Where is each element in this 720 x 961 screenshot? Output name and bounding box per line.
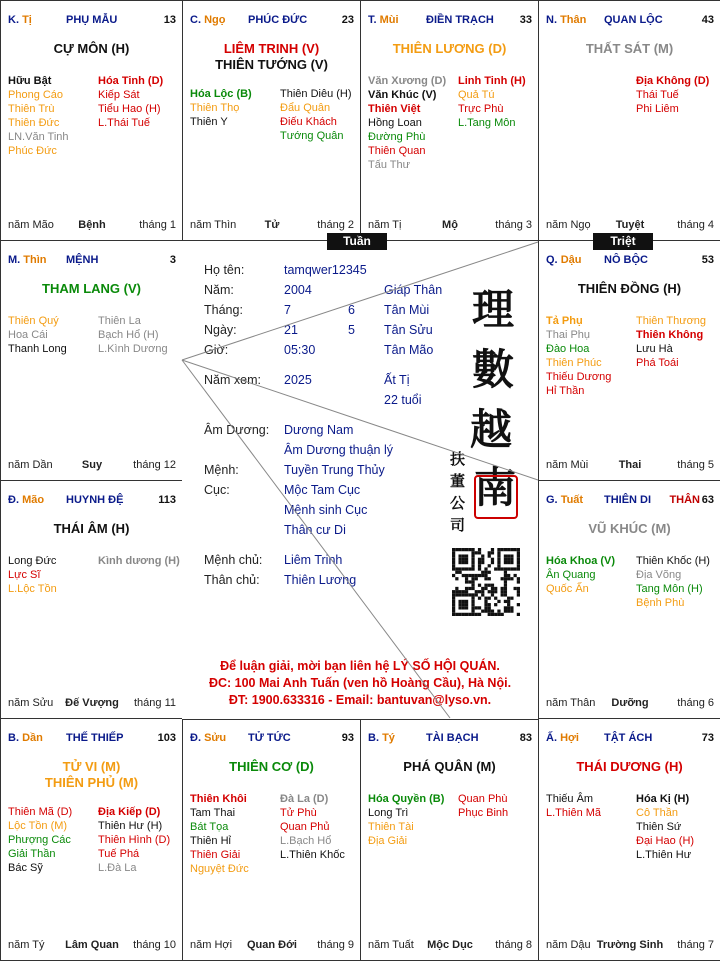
year-label: năm Tý bbox=[8, 939, 45, 951]
palace-name: HUYNH ĐỆ bbox=[66, 494, 124, 506]
main-star: THIÊN ĐỒNG (H) bbox=[577, 281, 682, 296]
minor-star: Đẩu Quân bbox=[280, 102, 331, 114]
minor-star: Thiên Khốc (H) bbox=[636, 555, 710, 567]
minor-star: Hóa Lộc (B) bbox=[190, 88, 252, 100]
minor-star: Linh Tinh (H) bbox=[458, 75, 526, 87]
year-label: năm Ngọ bbox=[546, 219, 591, 231]
minor-star: Thiên Không bbox=[636, 329, 704, 341]
palace-branch: T. Mùi bbox=[368, 14, 399, 26]
minor-star: Phục Binh bbox=[458, 807, 509, 819]
thanchu-label: Thân chủ: bbox=[204, 573, 260, 587]
life-stage: Bệnh bbox=[78, 219, 106, 231]
minor-star: Thiên Quý bbox=[8, 315, 59, 327]
minor-star: Phong Cáo bbox=[8, 89, 64, 101]
palace-branch: B. Tý bbox=[368, 732, 395, 744]
minor-star: Thiên Diêu (H) bbox=[280, 88, 352, 100]
palace-name: THIÊN DI bbox=[604, 494, 652, 506]
minor-star: Hỉ Thần bbox=[546, 385, 585, 397]
minor-star: Lưu Hà bbox=[636, 343, 673, 355]
palace-name: QUAN LỘC bbox=[604, 14, 663, 26]
palace-name: NÔ BỘC bbox=[604, 254, 648, 266]
contact-line-3: ĐT: 1900.633316 - Email: bantuvan@lyso.vn. bbox=[228, 693, 492, 707]
minor-star: Bệnh Phù bbox=[636, 597, 685, 609]
minor-star: Thiên Đức bbox=[8, 117, 60, 129]
calligraphy-char-3: 越 bbox=[470, 405, 513, 454]
minor-star: Tiểu Hao (H) bbox=[98, 103, 161, 115]
life-stage: Lâm Quan bbox=[65, 939, 119, 951]
month-lunar: 6 bbox=[348, 303, 355, 317]
menhchu-value: Liêm Trinh bbox=[284, 553, 343, 567]
hour-can: Tân Mão bbox=[384, 343, 434, 357]
palace-age-number: 63 bbox=[701, 494, 714, 506]
minor-star: Phá Toái bbox=[636, 357, 679, 369]
view-year-label: Năm xem: bbox=[204, 373, 261, 387]
month-label: tháng 3 bbox=[495, 219, 532, 231]
minor-star: Long Trì bbox=[368, 807, 409, 819]
view-year-can: Ất Tị bbox=[384, 373, 410, 387]
minor-star: Phi Liêm bbox=[636, 103, 679, 115]
month-label: tháng 4 bbox=[677, 219, 714, 231]
month-label: tháng 10 bbox=[133, 939, 176, 951]
day-lunar: 5 bbox=[348, 323, 355, 337]
life-stage: Tuyệt bbox=[615, 219, 645, 231]
palace-age-number: 113 bbox=[158, 494, 176, 506]
minor-star: Điếu Khách bbox=[280, 116, 337, 128]
minor-star: Đà La (D) bbox=[280, 793, 329, 805]
minor-star: L.Thiên Hư bbox=[636, 849, 692, 861]
calligraphy-char-4: 南 bbox=[474, 463, 517, 512]
minor-star: Quan Phủ bbox=[280, 821, 330, 833]
minor-star: Hóa Kị (H) bbox=[636, 793, 690, 805]
minor-star: Thiên Quan bbox=[368, 145, 426, 157]
palace-branch: C. Ngọ bbox=[190, 14, 226, 26]
thanchu-value: Thiên Lương bbox=[284, 573, 357, 587]
minor-star: Thái Tuế bbox=[636, 89, 679, 101]
main-star: THIÊN CƠ (D) bbox=[229, 759, 314, 774]
life-stage: Mộ bbox=[442, 219, 458, 231]
minor-star: Thiếu Âm bbox=[546, 793, 594, 805]
life-stage: Thai bbox=[618, 459, 642, 471]
main-star: THIÊN PHỦ (M) bbox=[44, 775, 139, 790]
minor-star: Bạch Hổ (H) bbox=[98, 329, 159, 341]
minor-star: Tấu Thư bbox=[368, 159, 411, 171]
minor-star: Đại Hao (H) bbox=[636, 835, 695, 847]
month-label: tháng 1 bbox=[139, 219, 176, 231]
calligraphy-char-1: 理 bbox=[472, 285, 515, 334]
minor-star: Đào Hoa bbox=[546, 343, 590, 355]
amduong-value: Dương Nam bbox=[284, 423, 354, 437]
minor-star: Thiên Trù bbox=[8, 103, 55, 115]
minor-star: Thiên Việt bbox=[368, 103, 421, 115]
palace-age-number: 93 bbox=[341, 732, 354, 744]
menh-value: Tuyền Trung Thủy bbox=[284, 463, 385, 477]
minor-star: Quả Tú bbox=[458, 89, 495, 101]
minor-star: Bác Sỹ bbox=[8, 862, 43, 874]
minor-star: Tam Thai bbox=[190, 807, 236, 819]
palace-age-number: 43 bbox=[701, 14, 714, 26]
month-label: tháng 2 bbox=[317, 219, 354, 231]
minor-star: Thiên Hình (D) bbox=[98, 834, 171, 846]
minor-star: Giải Thần bbox=[8, 848, 56, 860]
minor-star: Thiên Mã (D) bbox=[8, 806, 73, 818]
day-label: Ngày: bbox=[204, 323, 237, 337]
palace-age-number: 103 bbox=[157, 732, 176, 744]
minor-star: Hóa Tinh (D) bbox=[98, 75, 164, 87]
main-star: PHÁ QUÂN (M) bbox=[403, 759, 496, 774]
year-label: năm Thân bbox=[546, 697, 596, 709]
palace-age-number: 83 bbox=[519, 732, 532, 744]
calligraphy-side-1: 扶 bbox=[450, 450, 466, 468]
minor-star: Kình dương (H) bbox=[98, 555, 180, 567]
life-stage: Suy bbox=[81, 459, 103, 471]
minor-star: Long Đức bbox=[8, 555, 57, 567]
minor-star: Cô Thần bbox=[636, 807, 678, 819]
minor-star: Thiên Hư (H) bbox=[98, 820, 163, 832]
name-label: Họ tên: bbox=[204, 263, 245, 277]
year-label: Năm: bbox=[204, 283, 234, 297]
minor-star: Kiếp Sát bbox=[98, 89, 140, 101]
minor-star: Thiên Phúc bbox=[546, 357, 602, 369]
minor-star: L.Thái Tuế bbox=[98, 117, 150, 129]
cuc-label: Cục: bbox=[204, 483, 230, 497]
line-to-tai-bach bbox=[182, 360, 450, 718]
minor-star: Thiên La bbox=[98, 315, 141, 327]
calligraphy-side-3: 公 bbox=[450, 494, 466, 512]
palace-age-number: 53 bbox=[701, 254, 714, 266]
main-star: VŨ KHÚC (M) bbox=[588, 521, 671, 536]
minor-star: Tử Phù bbox=[280, 807, 317, 819]
minor-star: Thiên Thọ bbox=[190, 102, 240, 114]
minor-star: Thiên Sứ bbox=[636, 821, 682, 833]
palace-branch: K. Tị bbox=[8, 14, 32, 26]
minor-star: Thiếu Dương bbox=[546, 371, 612, 383]
palace-name: TÀI BẠCH bbox=[426, 732, 479, 744]
calligraphy-char-2: 數 bbox=[472, 345, 515, 394]
minor-star: Thiên Hỉ bbox=[190, 835, 231, 847]
minor-star: Lộc Tồn (M) bbox=[8, 820, 68, 832]
main-star: THẤT SÁT (M) bbox=[585, 41, 674, 56]
life-stage: Mộc Dục bbox=[427, 939, 473, 951]
palace-age-number: 33 bbox=[519, 14, 532, 26]
cuc-note-1: Mệnh sinh Cục bbox=[284, 503, 368, 517]
minor-star: Thiên Thương bbox=[636, 315, 707, 327]
minor-star: Hóa Quyền (B) bbox=[368, 793, 445, 805]
view-year-value: 2025 bbox=[284, 373, 312, 387]
palace-name: TẬT ÁCH bbox=[604, 732, 653, 744]
month-label: tháng 5 bbox=[677, 459, 714, 471]
life-stage: Dưỡng bbox=[611, 697, 649, 709]
palace-name: ĐIỀN TRẠCH bbox=[426, 14, 494, 26]
day-can: Tân Sửu bbox=[384, 323, 433, 337]
life-stage: Đế Vượng bbox=[65, 697, 119, 709]
minor-star: Quan Phù bbox=[458, 793, 508, 805]
minor-star: Phúc Đức bbox=[8, 145, 57, 157]
day-value: 21 bbox=[284, 323, 298, 337]
palace-name: PHỤ MẪU bbox=[66, 14, 118, 26]
than-marker: THÂN bbox=[669, 494, 700, 506]
menhchu-label: Mệnh chủ: bbox=[204, 553, 263, 567]
line-to-noboc bbox=[182, 360, 538, 480]
palace-name: MỆNH bbox=[66, 254, 99, 266]
minor-star: Địa Không (D) bbox=[636, 75, 710, 87]
minor-star: L.Thiên Mã bbox=[546, 807, 602, 819]
minor-star: L.Đà La bbox=[98, 862, 137, 874]
minor-star: Hóa Khoa (V) bbox=[546, 555, 616, 567]
main-star: LIÊM TRINH (V) bbox=[223, 41, 320, 56]
life-stage: Tử bbox=[264, 219, 280, 231]
minor-star: LN.Văn Tinh bbox=[8, 131, 69, 143]
year-can: Giáp Thân bbox=[384, 283, 443, 297]
minor-star: Tả Phụ bbox=[546, 315, 583, 327]
palace-age-number: 23 bbox=[341, 14, 354, 26]
minor-star: Hữu Bật bbox=[8, 75, 52, 87]
year-label: năm Dậu bbox=[546, 939, 591, 951]
palace-age-number: 3 bbox=[169, 254, 176, 266]
contact-line-2: ĐC: 100 Mai Anh Tuấn (ven hồ Hoàng Cầu), Hà Nội. bbox=[208, 676, 512, 690]
year-label: năm Dần bbox=[8, 459, 53, 471]
year-value: 2004 bbox=[284, 283, 312, 297]
line-to-thien-di bbox=[182, 242, 538, 360]
main-star: THAM LANG (V) bbox=[42, 281, 141, 296]
life-stage: Quan Đới bbox=[247, 939, 297, 951]
main-star: THIÊN TƯỚNG (V) bbox=[215, 57, 328, 72]
year-label: năm Thìn bbox=[190, 219, 237, 231]
tuan-marker: Tuần bbox=[327, 233, 387, 250]
year-label: năm Tuất bbox=[368, 939, 414, 951]
minor-star: L.Kình Dương bbox=[98, 343, 168, 355]
month-label: tháng 7 bbox=[677, 939, 714, 951]
minor-star: Trực Phù bbox=[458, 103, 504, 115]
life-stage: Trường Sinh bbox=[596, 939, 664, 951]
contact-line-1: Để luận giải, mời bạn liên hệ LÝ SỐ HỘI QUÁN. bbox=[220, 659, 500, 673]
palace-branch: M. Thìn bbox=[8, 254, 47, 266]
minor-star: Thiên Tài bbox=[368, 821, 414, 833]
minor-star: Thiên Khôi bbox=[190, 793, 247, 805]
year-label: năm Sửu bbox=[8, 697, 54, 709]
minor-star: Văn Khúc (V) bbox=[368, 89, 437, 101]
palace-branch: G. Tuất bbox=[546, 494, 584, 506]
month-label: tháng 8 bbox=[495, 939, 532, 951]
minor-star: Bát Tọa bbox=[190, 821, 229, 833]
palace-branch: Q. Dậu bbox=[546, 254, 582, 266]
menh-label: Mệnh: bbox=[204, 463, 239, 477]
amduong-note: Âm Dương thuận lý bbox=[284, 443, 393, 457]
triet-marker: Triệt bbox=[593, 233, 653, 250]
minor-star: L.Tang Môn bbox=[458, 117, 516, 129]
age-value: 22 tuổi bbox=[384, 393, 422, 407]
palace-branch: Đ. Sửu bbox=[190, 732, 227, 744]
minor-star: Thiên Giải bbox=[190, 849, 241, 861]
cuc-value: Mộc Tam Cục bbox=[284, 483, 361, 497]
minor-star: Tuế Phá bbox=[98, 848, 140, 860]
month-label: Tháng: bbox=[204, 303, 243, 317]
main-star: THIÊN LƯƠNG (D) bbox=[392, 41, 507, 56]
calligraphy-side-4: 司 bbox=[450, 516, 466, 534]
minor-star: Văn Xương (D) bbox=[368, 75, 447, 87]
minor-star: Thai Phụ bbox=[546, 329, 591, 341]
year-label: năm Mùi bbox=[546, 459, 589, 471]
main-star: TỬ VI (M) bbox=[62, 759, 121, 774]
month-label: tháng 9 bbox=[317, 939, 354, 951]
minor-star: L.Bạch Hổ bbox=[280, 835, 332, 847]
month-can: Tân Mùi bbox=[384, 303, 430, 317]
amduong-label: Âm Dương: bbox=[204, 423, 270, 437]
month-value: 7 bbox=[284, 303, 291, 317]
palace-branch: B. Dần bbox=[8, 732, 43, 744]
minor-star: L.Lộc Tồn bbox=[8, 583, 57, 595]
month-label: tháng 6 bbox=[677, 697, 714, 709]
month-label: tháng 11 bbox=[133, 697, 176, 709]
minor-star: Ân Quang bbox=[546, 569, 596, 581]
cuc-note-2: Thân cư Di bbox=[284, 523, 346, 537]
minor-star: Hồng Loan bbox=[368, 117, 422, 129]
minor-star: Địa Võng bbox=[636, 569, 682, 581]
calligraphy-side-2: 董 bbox=[450, 472, 466, 490]
year-label: năm Mão bbox=[8, 219, 54, 231]
month-label: tháng 12 bbox=[133, 459, 176, 471]
minor-star: Đường Phù bbox=[368, 131, 426, 143]
year-label: năm Tị bbox=[368, 219, 402, 231]
minor-star: Thanh Long bbox=[8, 343, 67, 355]
minor-star: Tang Môn (H) bbox=[636, 583, 703, 595]
palace-age-number: 13 bbox=[163, 14, 176, 26]
minor-star: Quốc Ấn bbox=[546, 583, 589, 595]
year-label: năm Hợi bbox=[190, 939, 233, 951]
hour-value: 05:30 bbox=[284, 343, 316, 357]
minor-star: Thiên Y bbox=[190, 116, 228, 128]
minor-star: Địa Kiếp (D) bbox=[98, 806, 161, 818]
main-star: CỰ MÔN (H) bbox=[53, 41, 130, 56]
name-value: tamqwer12345 bbox=[284, 263, 367, 277]
minor-star: Nguyệt Đức bbox=[190, 863, 249, 875]
palace-age-number: 73 bbox=[701, 732, 714, 744]
palace-name: THẾ THIẾP bbox=[66, 732, 124, 744]
main-star: THÁI DƯƠNG (H) bbox=[576, 759, 683, 774]
palace-branch: Đ. Mão bbox=[8, 494, 45, 506]
minor-star: Địa Giải bbox=[368, 835, 408, 847]
main-star: THÁI ÂM (H) bbox=[53, 521, 130, 536]
palace-name: PHÚC ĐỨC bbox=[248, 14, 308, 26]
minor-star: Tướng Quân bbox=[280, 130, 344, 142]
palace-branch: N. Thân bbox=[546, 14, 587, 26]
minor-star: Phượng Các bbox=[8, 834, 71, 846]
palace-name: TỬ TỨC bbox=[248, 732, 291, 744]
palace-branch: Ấ. Hợi bbox=[546, 732, 579, 744]
hour-label: Giờ: bbox=[204, 343, 229, 357]
minor-star: Hoa Cái bbox=[8, 329, 48, 341]
minor-star: L.Thiên Khốc bbox=[280, 849, 345, 861]
minor-star: Lực Sĩ bbox=[8, 569, 41, 581]
